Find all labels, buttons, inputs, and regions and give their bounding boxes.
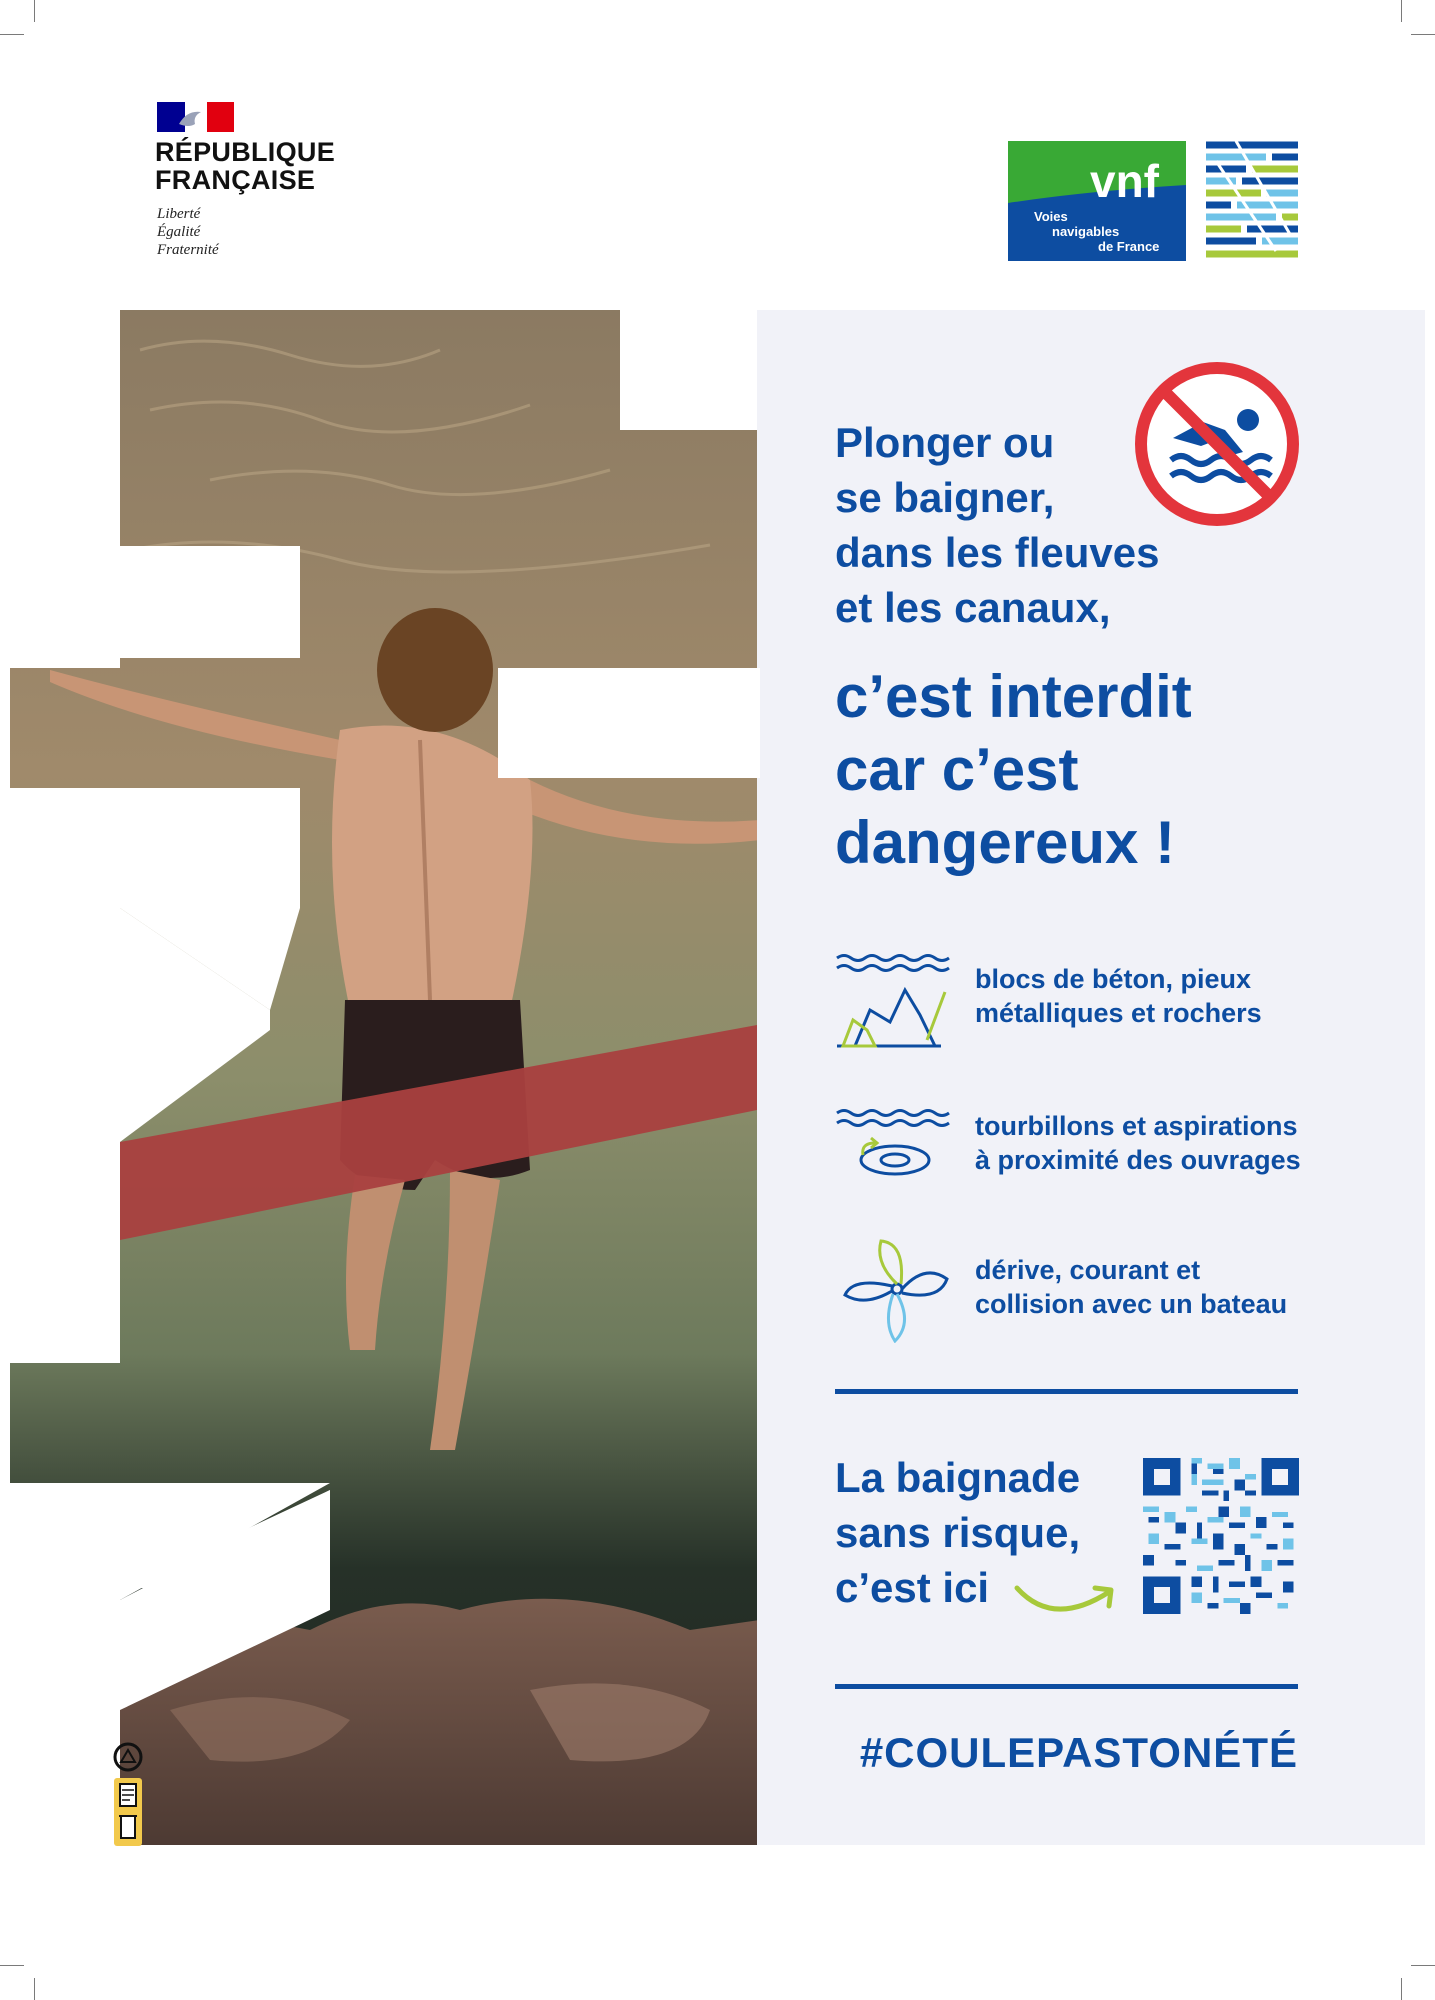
- diver-photo-collage: [10, 310, 760, 1845]
- republique-line: RÉPUBLIQUE: [155, 137, 336, 167]
- crop-mark: [1401, 0, 1402, 22]
- whirlpool-icon: [835, 1105, 955, 1185]
- headline-line: et les canaux,: [835, 584, 1111, 631]
- republique-francaise-logo: [155, 100, 385, 270]
- risk-line: à proximité des ouvrages: [975, 1145, 1301, 1175]
- risk-text: [975, 962, 1262, 1030]
- propeller-icon: [835, 1233, 955, 1343]
- safe-swim-line: La baignade: [835, 1454, 1081, 1501]
- vnf-tagline-2: navigables: [1052, 224, 1120, 239]
- crop-mark: [1411, 1965, 1435, 1966]
- headline-line: Plonger ou: [835, 419, 1055, 466]
- risk-text: [975, 1109, 1301, 1177]
- vnf-wordmark: vnf: [1090, 155, 1159, 207]
- risk-item-propeller: [835, 1233, 1335, 1343]
- vnf-tagline-3: de France: [1098, 239, 1160, 254]
- risk-item-concrete: [835, 950, 1335, 1060]
- marianne-flag-icon: [157, 102, 234, 132]
- curved-arrow-icon: [1013, 1570, 1118, 1620]
- francaise-line: FRANÇAISE: [155, 165, 316, 195]
- hashtag: #COULEPASTONÉTÉ: [859, 1729, 1298, 1776]
- concrete-blocks-icon: [835, 950, 955, 1050]
- headline-emphasis: [835, 660, 1375, 879]
- vnf-stripes-icon: [1206, 141, 1298, 261]
- safe-swim-line: c’est ici: [835, 1564, 990, 1611]
- crop-mark: [0, 34, 24, 35]
- crop-mark: [0, 1965, 24, 1966]
- motto: [157, 205, 219, 259]
- motto-egalite: Égalité: [157, 224, 201, 240]
- emphasis-line: c’est interdit: [835, 663, 1192, 730]
- crop-mark: [34, 1978, 35, 2000]
- motto-fraternite: Fraternité: [157, 242, 219, 258]
- risk-line: métalliques et rochers: [975, 998, 1262, 1028]
- crop-mark: [1411, 34, 1435, 35]
- divider: [835, 1389, 1298, 1394]
- risk-line: tourbillons et aspirations: [975, 1111, 1298, 1141]
- risk-item-whirlpool: [835, 1105, 1335, 1215]
- risk-text: [975, 1253, 1287, 1321]
- vnf-tagline-1: Voies: [1034, 209, 1068, 224]
- recycling-info-icon: [112, 1742, 144, 1847]
- republique-francaise-title: [155, 138, 335, 194]
- vnf-logo: [1008, 141, 1186, 261]
- no-swimming-icon: [1133, 360, 1301, 528]
- motto-liberte: Liberté: [157, 206, 201, 222]
- risk-line: collision avec un bateau: [975, 1289, 1288, 1319]
- emphasis-line: car c’est: [835, 736, 1079, 803]
- qr-code[interactable]: [1143, 1458, 1299, 1614]
- safe-swim-line: sans risque,: [835, 1509, 1081, 1556]
- crop-mark: [34, 0, 35, 22]
- risk-line: dérive, courant et: [975, 1255, 1201, 1285]
- risk-line: blocs de béton, pieux: [975, 964, 1252, 994]
- headline-line: dans les fleuves: [835, 529, 1160, 576]
- emphasis-line: dangereux !: [835, 809, 1176, 876]
- headline-line: se baigner,: [835, 474, 1055, 521]
- divider: [835, 1684, 1298, 1689]
- crop-mark: [1401, 1978, 1402, 2000]
